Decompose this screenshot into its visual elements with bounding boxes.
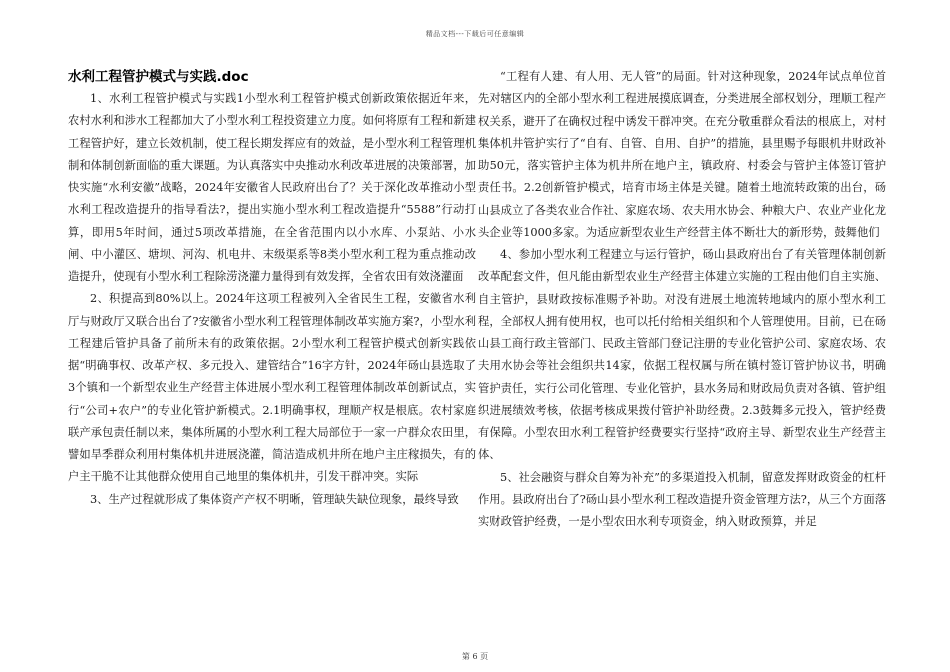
page-number: 第 6 页 bbox=[461, 652, 489, 661]
left-column bbox=[68, 66, 476, 511]
paragraph-5: 5、社会融资与群众自筹为补充”的多渠道投入机制，留意发挥财政资金的杠杆作用。县政府出台了?砀山县小型水利工程改造提升资金管理方法?，从三个方面落实财政管护经费，一是小型农田水利专项资金，纳入财政预算，并足 bbox=[478, 470, 886, 528]
paragraph-3-continued: “工程有人建、有人用、无人管”的局面。针对这种现象，2024年试点单位首先对辖区内的全部小型水利工程进展摸底调查，分类进展全部权划分，理顺工程产权关系，避开了在确权过程中诱发干群冲突。在充分敬重群众看法的根底上，对村集体机井管护实行了“自有、自管、自用、自护”的措施，县里赐予每眼机井财政补助50元，落实管护主体为机井所在地户主，镇政府、村委会与管护主体签订管护责任书。2.2创新管护模式，培育市场主体是关键。随着土地流转政策的出台，砀山县成立了各类农业合作社、家庭农场、农夫用水协会、种粮大户、农业产业化龙头企业等1000多家。为适应新型农业生产经营主体不断壮大的新形势，鼓舞他们 bbox=[478, 70, 886, 239]
paragraph-1: 1、水利工程管护模式与实践1小型水利工程管护模式创新政策依据近年来，农村水利和涉水工程都加大了小型水利工程投资建立力度。如何将原有工程和新建工程管护好，建立长效机制，使工程长期发挥应有的效益，是小型水利工程管理机制和体制创新面临的重大课题。为认真落实中央推动水利改革进展的决策部署，加快实施“水利安徽”战略，2024年安徽省人民政府出台了？关于深化改革推动小型水利工程改造提升的指导看法?，提出实施小型水利工程改造提升“5588”行动打算，即用5年时间，通过5项改革措施，在全省范围内以小水库、小泵站、小水闸、中小灌区、塘坝、河沟、机电井、末级渠系等8类小型水利工程为重点推动改造提升，使现有小型水利工程除涝浇灌力量得到有效发挥，全省农田有效浇灌面 bbox=[68, 92, 476, 283]
paragraph-4: 4、参加小型水利工程建立与运行管护，砀山县政府出台了有关管理体制创新改革配套文件，但凡能由新型农业生产经营主体建立实施的工程由他们自主实施、自主管护，县财政按标准赐予补助。对没有进展土地流转地域内的原小型水利工程，全部权人拥有使用权，也可以托付给相关组织和个人管理使用。目前，已在砀山县工商行政主管部门、民政主管部门登记注册的专业化管护公司、家庭农场、农夫用水协会等社会组织共14家，依据工程权属与所在镇村签订管护协议书，明确管护责任，实行公司化管理、专业化管护，县水务局和财政局负责对各镇、管护组织进展绩效考核，依据考核成果拨付管护补助经费。2.3鼓舞多元投入，管护经费有保障。小型农田水利工程管护经费要实行坚持“政府主导、新型农业生产经营主体、 bbox=[478, 248, 886, 462]
document-title: 水利工程管护模式与实践.doc bbox=[68, 69, 249, 85]
right-column bbox=[478, 66, 886, 533]
paragraph-2: 2、积提高到80%以上。2024年这项工程被列入全省民生工程，安徽省水利厅与财政厅又联合出台了?安徽省小型水利工程管理体制改革实施方案?，小型水利工程建后管护具备了前所未有的政策依据。2小型水利工程管护模式创新实践依据“明确事权、改革产权、多元投入、建管结合”16字方针，2024年砀山县选取了3个镇和一个新型农业生产经营主体进展小型水利工程管理体制改革创新试点，实行“公司+农户”的专业化管护新模式。2.1明确事权，理顺产权是根底。农村家庭联产承包责任制以来，集体所属的小型水利工程大局部位于一家一户群众农田里，譬如旱季群众利用村集体机井进展浇灌，简洁造成机井所在地户主庄稼损失，有的户主干脆不让其他群众使用自己地里的集体机井，引发干群冲突。实际 bbox=[68, 292, 476, 484]
page-header: 精品文档---下载后可任意编辑 bbox=[425, 30, 525, 38]
paragraph-3: 3、生产过程就形成了集体资产产权不明晰，管理缺失缺位现象，最终导致 bbox=[90, 492, 459, 506]
